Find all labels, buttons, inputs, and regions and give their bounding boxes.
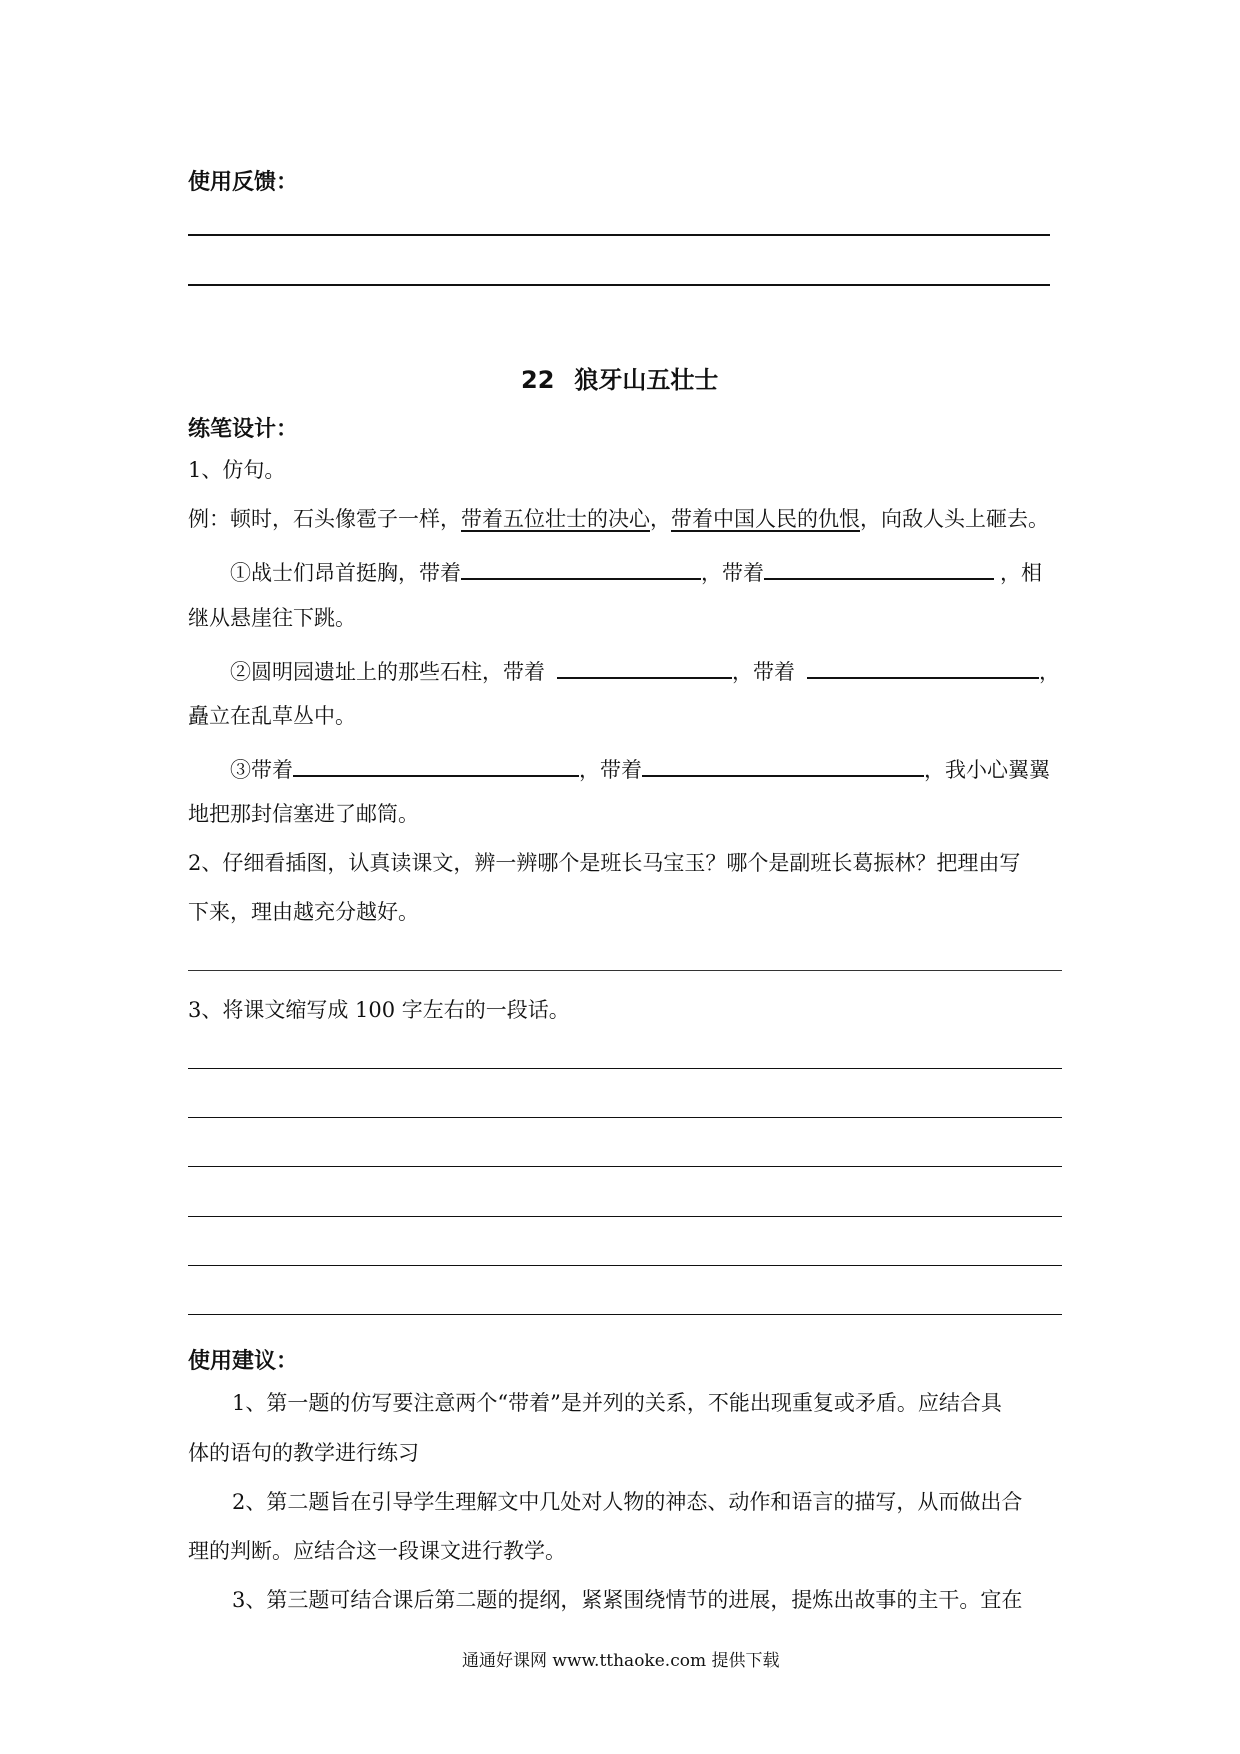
s2-blank-2[interactable] bbox=[807, 657, 1039, 679]
s3-text-b: ，带着 bbox=[579, 758, 642, 782]
suggestion-1-line-2: 体的语句的教学进行练习 bbox=[188, 1441, 419, 1465]
q1-sentence-1 bbox=[230, 558, 1042, 584]
s3-blank-2[interactable] bbox=[642, 755, 924, 777]
q3-answer-line-1[interactable] bbox=[188, 1068, 1062, 1069]
example-separator: ， bbox=[650, 507, 671, 531]
lesson-number: 22 bbox=[521, 366, 555, 394]
s1-blank-1[interactable] bbox=[461, 558, 701, 580]
feedback-line-1[interactable] bbox=[188, 234, 1050, 236]
q2-answer-line[interactable] bbox=[188, 970, 1062, 971]
q1-sentence-3 bbox=[230, 755, 1050, 781]
suggestion-2-line-1: 2、第二题旨在引导学生理解文中几处对人物的神态、动作和语言的描写，从而做出合 bbox=[232, 1490, 1023, 1514]
q3-answer-line-5[interactable] bbox=[188, 1265, 1062, 1266]
example-suffix: ，向敌人头上砸去。 bbox=[860, 507, 1049, 531]
s2-text-c: ， bbox=[1039, 660, 1060, 684]
s3-text-c: ，我小心翼翼 bbox=[924, 758, 1050, 782]
feedback-line-2[interactable] bbox=[188, 284, 1050, 286]
q2-line-2: 下来，理由越充分越好。 bbox=[188, 900, 419, 924]
s1-text-c: ，相 bbox=[1000, 561, 1042, 585]
q2-line-1: 2、仔细看插图，认真读课文，辨一辨哪个是班长马宝玉？哪个是副班长葛振林？把理由写 bbox=[188, 851, 1021, 875]
suggestion-1-line-1: 1、第一题的仿写要注意两个“带着”是并列的关系，不能出现重复或矛盾。应结合具 bbox=[232, 1391, 1002, 1415]
example-prefix: 例：顿时，石头像雹子一样， bbox=[188, 507, 461, 531]
q3-answer-line-3[interactable] bbox=[188, 1166, 1062, 1167]
s2-text-b: ，带着 bbox=[732, 660, 795, 684]
q3-answer-line-6[interactable] bbox=[188, 1314, 1062, 1315]
s2-text-a: ②圆明园遗址上的那些石柱，带着 bbox=[230, 660, 545, 684]
footer-text: 通通好课网 www.tthaoke.com 提供下载 bbox=[462, 1651, 780, 1671]
practice-heading: 练笔设计： bbox=[188, 417, 299, 442]
q1-sentence-3-cont: 地把那封信塞进了邮筒。 bbox=[188, 802, 419, 826]
q3-answer-line-2[interactable] bbox=[188, 1117, 1062, 1118]
q3-answer-line-4[interactable] bbox=[188, 1216, 1062, 1217]
example-underlined-2: 带着中国人民的仇恨 bbox=[671, 507, 860, 531]
s1-text-b: ，带着 bbox=[701, 561, 764, 585]
suggestion-2-line-2: 理的判断。应结合这一段课文进行教学。 bbox=[188, 1539, 566, 1563]
s3-blank-1[interactable] bbox=[293, 755, 579, 777]
suggestion-3-line-1: 3、第三题可结合课后第二题的提纲，紧紧围绕情节的进展，提炼出故事的主干。宜在 bbox=[232, 1588, 1023, 1612]
q1-example bbox=[188, 509, 1049, 530]
s3-text-a: ③带着 bbox=[230, 758, 293, 782]
example-underlined-1: 带着五位壮士的决心 bbox=[461, 507, 650, 531]
s1-blank-2[interactable] bbox=[764, 558, 994, 580]
feedback-heading: 使用反馈： bbox=[188, 170, 299, 195]
q1-sentence-2-cont: 矗立在乱草丛中。 bbox=[188, 704, 356, 728]
q1-label: 1、仿句。 bbox=[188, 458, 286, 482]
lesson-title bbox=[521, 360, 718, 395]
s2-blank-1[interactable] bbox=[557, 657, 732, 679]
suggestions-heading: 使用建议： bbox=[188, 1349, 299, 1374]
s1-text-a: ①战士们昂首挺胸，带着 bbox=[230, 561, 461, 585]
q1-sentence-2 bbox=[230, 657, 1060, 683]
lesson-name: 狼牙山五壮士 bbox=[574, 366, 719, 394]
q3-label: 3、将课文缩写成 100 字左右的一段话。 bbox=[188, 998, 570, 1022]
q1-sentence-1-cont: 继从悬崖往下跳。 bbox=[188, 606, 356, 630]
